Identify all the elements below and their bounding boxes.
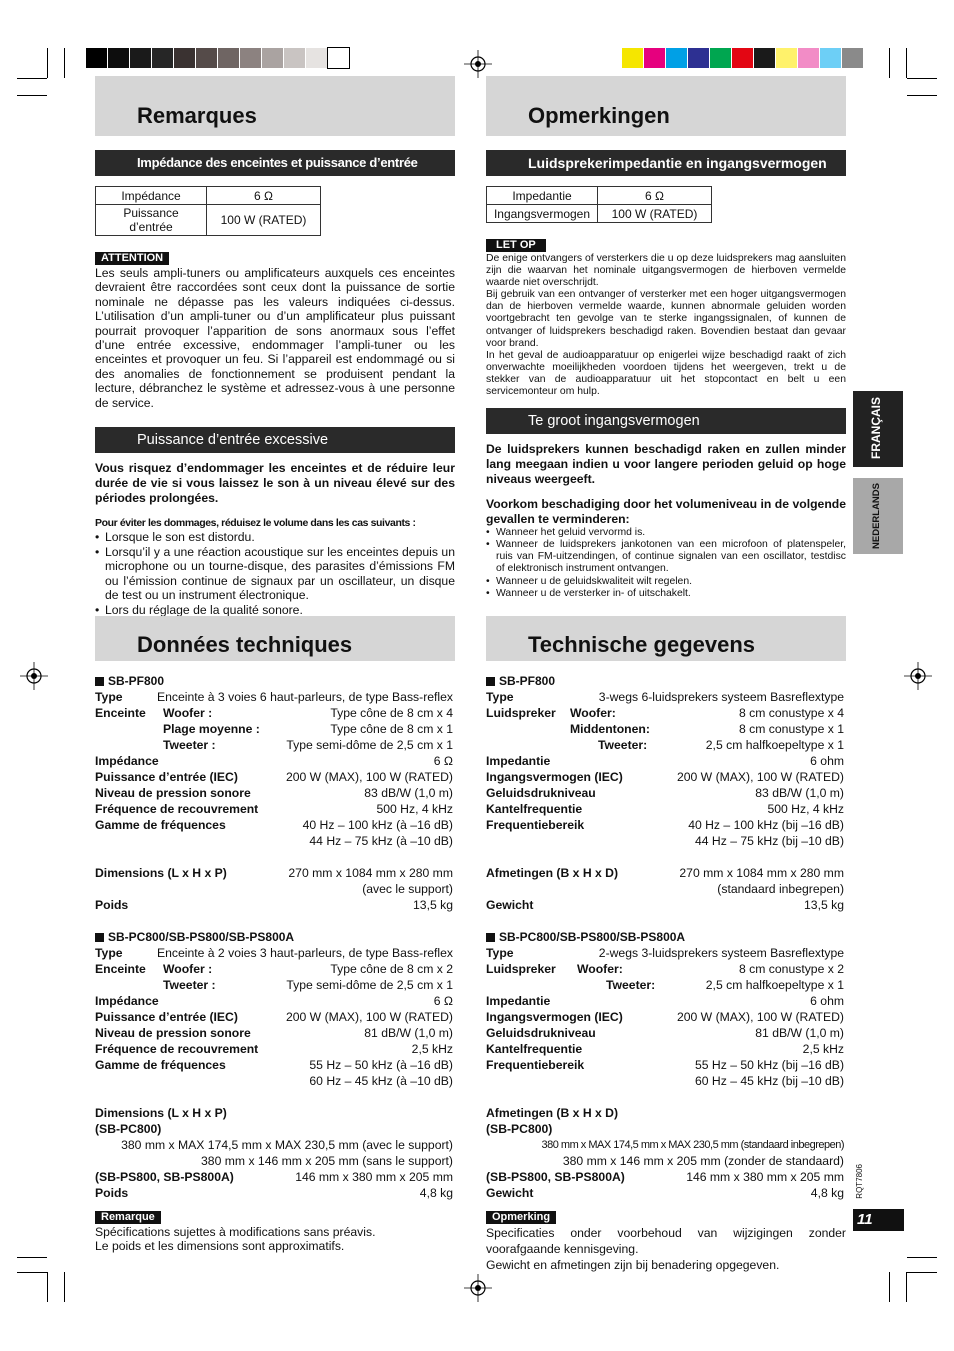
spec-row: Impedantie 6 ohm xyxy=(486,994,844,1008)
excess-list xyxy=(486,527,846,600)
spec-row: Geluidsdrukniveau 83 dB/W (1,0 m) xyxy=(486,786,844,800)
spec-row: 380 mm x 146 mm x 205 mm (sans le support) xyxy=(201,1154,453,1168)
table-cell: 6 Ω xyxy=(207,187,321,205)
spec-row: Geluidsdrukniveau 81 dB/W (1,0 m) xyxy=(486,1026,844,1040)
table-row xyxy=(487,187,712,205)
spec-row: Gamme de fréquences 40 Hz – 100 kHz (à –16 dB) xyxy=(95,818,453,832)
spec-row: Gewicht 13,5 kg xyxy=(486,898,844,912)
color-swatch xyxy=(174,48,195,68)
spec-row: Fréquence de recouvrement 500 Hz, 4 kHz xyxy=(95,802,453,816)
spec-row: Frequentiebereik 40 Hz – 100 kHz (bij –16 dB) xyxy=(486,818,844,832)
language-tab-nederlands: NEDERLANDS xyxy=(853,478,903,554)
spec-row: (SB-PC800) xyxy=(486,1122,553,1136)
color-swatch xyxy=(284,48,305,68)
tech-title-box xyxy=(95,616,455,661)
spec-row: (avec le support) xyxy=(362,882,453,896)
spec-row: (SB-PS800, SB-PS800A) 146 mm x 380 mm x 205 mm xyxy=(95,1170,453,1184)
spec-row: 60 Hz – 45 kHz (bij –10 dB) xyxy=(694,1074,844,1088)
list-item: • Wanneer u de geluidskwaliteit wilt regelen. xyxy=(486,576,846,588)
spec-row: Enceinte Woofer : Type cône de 8 cm x 4 xyxy=(95,706,453,720)
table-cell: 6 Ω xyxy=(598,187,712,205)
color-swatch xyxy=(622,48,643,68)
note-text: Specificaties onder voorbehoud van wijzigingen zonder voorafgaande kennisgeving. Gewicht en afmetingen zijn bij benadering opgegeven. xyxy=(486,1226,846,1272)
spec-row: Luidspreker Woofer: 8 cm conustype x 2 xyxy=(486,962,844,976)
list-item: • Lorsque le son est distordu. xyxy=(95,530,455,544)
spec-row: Kantelfrequentie 2,5 kHz xyxy=(486,1042,844,1056)
doc-code: RQT7806 xyxy=(855,1164,864,1199)
spec-row: 380 mm x MAX 174,5 mm x MAX 230,5 mm (standaard inbegrepen) xyxy=(541,1139,844,1151)
list-item: • Lorsqu’il y a une réaction acoustique sur les enceintes depuis un microphone ou un tourne-disque, des parasites d’émissions FM ou l’émission continue de signaux par un oscillateur, un disque de test ou un instrument électronique. xyxy=(95,545,455,603)
spec-row: Niveau de pression sonore 83 dB/W (1,0 m) xyxy=(95,786,453,800)
spec-row: Type Enceinte à 2 voies 3 haut-parleurs, de type Bass-reflex xyxy=(95,946,453,960)
excess-section-bar: Puissance d’entrée excessive xyxy=(95,427,455,453)
spec-row: Gewicht 4,8 kg xyxy=(486,1186,844,1200)
spec-row: Enceinte Woofer : Type cône de 8 cm x 2 xyxy=(95,962,453,976)
excess-subheading: Voorkom beschadiging door het volumeniveau in de volgende gevallen te verminderen: xyxy=(486,497,846,527)
dutch-specs xyxy=(486,616,846,1273)
spec-row: Middentonen: 8 cm conustype x 1 xyxy=(570,722,844,736)
color-swatch xyxy=(218,48,239,68)
square-bullet-icon xyxy=(486,677,495,686)
spec-row: Puissance d’entrée (IEC) 200 W (MAX), 100 W (RATED) xyxy=(95,770,453,784)
color-swatch xyxy=(776,48,797,68)
square-bullet-icon xyxy=(486,933,495,942)
spec-row: Dimensions (L x H x P) xyxy=(95,1106,227,1120)
spec-row: Fréquence de recouvrement 2,5 kHz xyxy=(95,1042,453,1056)
list-item: • Wanneer de luidsprekers jankotonen van een microfoon of platenspeler, ruis van FM-uitzendingen, of continue signalen van een oscillator, testdisc of elektronisch instrument ontvangen. xyxy=(486,539,846,575)
spec-row: 380 mm x MAX 174,5 mm x MAX 230,5 mm (avec le support) xyxy=(121,1138,453,1152)
spec-block-1 xyxy=(486,673,846,913)
remarks-title-box xyxy=(95,76,455,136)
color-swatch xyxy=(688,48,709,68)
spec-row: Gamme de fréquences 55 Hz – 50 kHz (à –16 dB) xyxy=(95,1058,453,1072)
spec-row: Impédance 6 Ω xyxy=(95,754,453,768)
spec-row: Poids 13,5 kg xyxy=(95,898,453,912)
color-swatch xyxy=(842,48,863,68)
spec-row: Impedantie 6 ohm xyxy=(486,754,844,768)
spec-row: Afmetingen (B x H x D) 270 mm x 1084 mm x 280 mm xyxy=(486,866,844,880)
spec-row: (standaard inbegrepen) xyxy=(717,882,844,896)
spec-row: Tweeter : Type semi-dôme de 2,5 cm x 1 xyxy=(163,978,453,992)
spec-row: Type 2-wegs 3-luidsprekers systeem Basreflextype xyxy=(486,946,844,960)
model-heading: SB-PC800/SB-PS800/SB-PS800A xyxy=(95,929,455,945)
registration-mark-icon xyxy=(20,662,48,690)
spec-row: Poids 4,8 kg xyxy=(95,1186,453,1200)
color-swatch xyxy=(710,48,731,68)
spec-row: 380 mm x 146 mm x 205 mm (zonder de standaard) xyxy=(562,1154,844,1168)
excess-section-bar: Te groot ingangsvermogen xyxy=(486,408,846,434)
spec-row: 60 Hz – 45 kHz (à –10 dB) xyxy=(309,1074,453,1088)
page-title: Opmerkingen xyxy=(528,103,670,128)
color-swatch xyxy=(86,48,107,68)
color-swatch xyxy=(306,48,327,68)
color-swatch xyxy=(666,48,687,68)
color-swatch xyxy=(798,48,819,68)
impedance-section-bar: Luidsprekerimpedantie en ingangsvermogen xyxy=(486,150,846,176)
list-item: • Lors du réglage de la qualité sonore. xyxy=(95,603,455,617)
registration-mark-icon xyxy=(904,662,932,690)
spec-row: Ingangsvermogen (IEC) 200 W (MAX), 100 W (RATED) xyxy=(486,1010,844,1024)
table-row xyxy=(96,205,321,236)
spec-row: 44 Hz – 75 kHz (bij –10 dB) xyxy=(694,834,844,848)
excess-subheading: Pour éviter les dommages, réduisez le volume dans les cas suivants : xyxy=(95,517,416,530)
color-swatch xyxy=(152,48,173,68)
model-heading: SB-PF800 xyxy=(95,673,455,689)
table-cell: 100 W (RATED) xyxy=(207,205,321,236)
color-swatch xyxy=(754,48,775,68)
spec-row: 44 Hz – 75 kHz (à –10 dB) xyxy=(309,834,453,848)
color-swatch xyxy=(262,48,283,68)
spec-row: Ingangsvermogen (IEC) 200 W (MAX), 100 W (RATED) xyxy=(486,770,844,784)
model-heading: SB-PC800/SB-PS800/SB-PS800A xyxy=(486,929,846,945)
spec-row: Afmetingen (B x H x D) xyxy=(486,1106,619,1120)
spec-row: Type 3-wegs 6-luidsprekers systeem Basreflextype xyxy=(486,690,844,704)
spec-row: (SB-PC800) xyxy=(95,1122,162,1136)
color-swatch xyxy=(196,48,217,68)
table-cell: Ingangsvermogen xyxy=(487,205,598,223)
tech-title-box xyxy=(486,616,846,661)
table-cell: Impédance xyxy=(96,187,207,205)
french-column xyxy=(95,76,455,631)
spec-row: Tweeter: 2,5 cm halfkoepeltype x 1 xyxy=(598,738,844,752)
spec-row: Tweeter: 2,5 cm halfkoepeltype x 1 xyxy=(606,978,844,992)
spec-row: Dimensions (L x H x P) 270 mm x 1084 mm x 280 mm xyxy=(95,866,453,880)
remarks-title-box xyxy=(486,76,846,136)
attention-label: ATTENTION xyxy=(95,252,169,265)
impedance-table xyxy=(486,186,712,223)
spec-block-2 xyxy=(95,929,455,1201)
table-cell: Impedantie xyxy=(487,187,598,205)
color-swatch xyxy=(644,48,665,68)
table-row xyxy=(487,205,712,223)
language-tab-francais: FRANÇAIS xyxy=(853,391,903,467)
spec-row: Frequentiebereik 55 Hz – 50 kHz (bij –16 dB) xyxy=(486,1058,844,1072)
registration-mark-icon xyxy=(464,50,492,78)
square-bullet-icon xyxy=(95,933,104,942)
table-cell: Puissance d’entrée xyxy=(96,205,207,236)
color-swatch xyxy=(130,48,151,68)
color-swatch xyxy=(240,48,261,68)
registration-mark-icon xyxy=(464,1274,492,1302)
spec-row: Puissance d’entrée (IEC) 200 W (MAX), 100 W (RATED) xyxy=(95,1010,453,1024)
note-text: Spécifications sujettes à modifications sans préavis. Le poids et les dimensions sont approximatifs. xyxy=(95,1225,376,1254)
attention-text: De enige ontvangers of versterkers die u op deze luidsprekers mag aansluiten zijn die waarvan het nominale uitgangsvermogen de hierboven vermelde waarde niet overschrijdt. Bij gebruik van een ontvanger of versterker met een hoger uitgangsvermogen dan de hierboven vermelde waarde, kunnen abnormale geluiden worden voortgebracht ten gevolge van te sterke ingangssignalen, of kunnen de ontvanger of luidsprekers beschadigd raken. Bovendien bestaat dan gevaar voor brand. In het geval de audioapparatuur op enigerlei wijze beschadigd raakt of zich onverwachte moeilijkheden voordoen tijdens het weergeven, trekt u de stekker van de audioapparatuur uit het stopcontact en belt u een servicemonteur om hulp. xyxy=(486,253,846,398)
note-label: Remarque xyxy=(95,1211,161,1224)
color-swatch xyxy=(732,48,753,68)
spec-row: Tweeter : Type semi-dôme de 2,5 cm x 1 xyxy=(163,738,453,752)
table-row xyxy=(96,187,321,205)
excess-warning: De luidsprekers kunnen beschadigd raken en zullen minder lang meegaan indien u voor langere perioden geluid op hoge niveaus weergeeft. xyxy=(486,442,846,487)
spec-row: Niveau de pression sonore 81 dB/W (1,0 m) xyxy=(95,1026,453,1040)
color-swatch xyxy=(328,48,349,68)
spec-block-1 xyxy=(95,673,455,913)
attention-text: Les seuls ampli-tuners ou amplificateurs auxquels ces enceintes devraient être raccordées sont ceux dont la puissance de sortie nominale ne dépasse pas les valeurs indiquées ci-dessus. L’utilisation d’un ampli-tuner ou d’un amplificateur plus puissant pourrait provoquer l’apparition de sons anormaux sous l’effet d’une entrée excessive, endommager l’ampli-tuner ou les enceintes et provoquer un feu. Si l’appareil est endommagé ou si des anomalies de fonctionnement se produisent pendant la lecture, débranchez le système et adressez-vous à une personne de service. xyxy=(95,266,455,410)
spec-row: (SB-PS800, SB-PS800A) 146 mm x 380 mm x 205 mm xyxy=(486,1170,844,1184)
attention-label: LET OP xyxy=(486,239,546,252)
page-title: Remarques xyxy=(137,103,257,128)
model-heading: SB-PF800 xyxy=(486,673,846,689)
spec-block-2 xyxy=(486,929,846,1201)
table-cell: 100 W (RATED) xyxy=(598,205,712,223)
section-title: Données techniques xyxy=(137,632,353,657)
square-bullet-icon xyxy=(95,677,104,686)
spec-row: Luidspreker Woofer: 8 cm conustype x 4 xyxy=(486,706,844,720)
list-item: • Wanneer u de versterker in- of uitschakelt. xyxy=(486,588,846,600)
spec-row: Impédance 6 Ω xyxy=(95,994,453,1008)
section-title: Technische gegevens xyxy=(528,632,756,657)
spec-row: Plage moyenne : Type cône de 8 cm x 1 xyxy=(163,722,453,736)
impedance-table xyxy=(95,186,321,236)
spec-row: Kantelfrequentie 500 Hz, 4 kHz xyxy=(486,802,844,816)
excess-warning: Vous risquez d’endommager les enceintes et de réduire leur durée de vie si vous laissez le son à un niveau élevé sur des périodes prolongées. xyxy=(95,461,455,506)
color-swatch xyxy=(820,48,841,68)
dutch-column xyxy=(486,76,846,600)
spec-row: Type Enceinte à 3 voies 6 haut-parleurs, de type Bass-reflex xyxy=(95,690,453,704)
note-label: Opmerking xyxy=(486,1211,556,1224)
list-item: • Wanneer het geluid vervormd is. xyxy=(486,527,846,539)
impedance-section-bar: Impédance des enceintes et puissance d’entrée xyxy=(95,150,455,176)
french-specs xyxy=(95,616,455,1254)
color-swatch xyxy=(108,48,129,68)
page-number: 11 xyxy=(853,1209,904,1231)
